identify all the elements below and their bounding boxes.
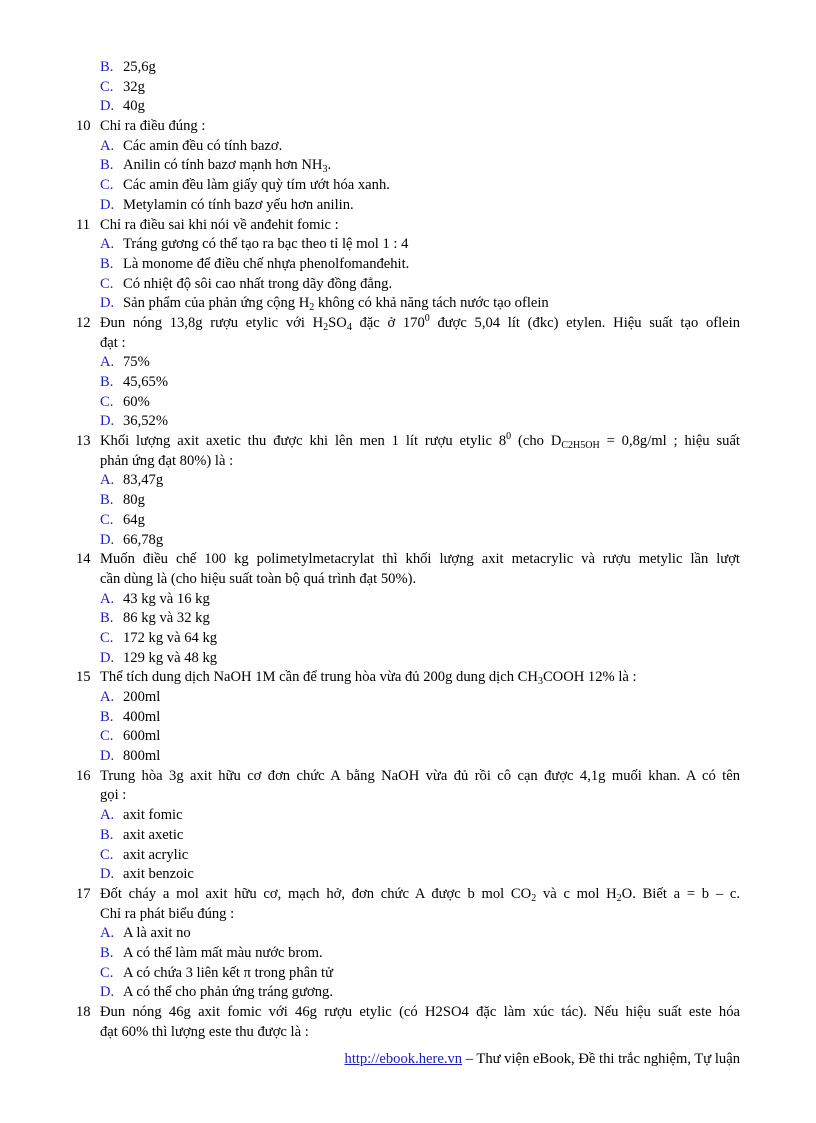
question-number: 18 [76, 1004, 91, 1020]
option-letter: B. [100, 492, 114, 509]
text-part: = 0,8g/ml ; hiệu suất [599, 433, 740, 450]
option-text: 600ml [123, 728, 161, 745]
question-15 [0, 668, 816, 688]
subscript: 3 [537, 676, 543, 688]
question-number: 16 [76, 767, 91, 784]
page-footer [345, 1051, 740, 1068]
question-number: 15 [76, 669, 91, 686]
option-row [0, 609, 816, 629]
option-text [123, 294, 549, 314]
text-part: (cho D [511, 433, 562, 450]
subscript: 3 [322, 164, 328, 176]
option-row [0, 78, 816, 98]
option-letter: D. [100, 866, 115, 883]
question-17 [0, 885, 816, 905]
option-row [0, 196, 816, 216]
option-row [0, 747, 816, 767]
subscript: 2 [531, 892, 537, 904]
option-text: 83,47g [123, 472, 164, 489]
option-letter: C. [100, 846, 114, 863]
question-14 [0, 550, 816, 570]
text-part: . [327, 157, 332, 174]
option-row [0, 275, 816, 295]
option-letter: D. [100, 98, 115, 115]
option-letter: A. [100, 689, 115, 705]
question-text [100, 432, 740, 452]
option-text [123, 156, 331, 176]
text-part: được 5,04 lít (đkc) etylen. Hiệu suất tạo oflein [429, 314, 740, 331]
option-text: A có chứa 3 liên kết π trong phân tử [123, 964, 334, 981]
text-part: Đun nóng 13,8g rượu etylic với H [100, 314, 324, 331]
question-continuation [0, 1023, 816, 1043]
option-row [0, 629, 816, 649]
option-row [0, 964, 816, 984]
option-row [0, 511, 816, 531]
option-row [0, 373, 816, 393]
text-part: O. Biết a = b – c. [621, 885, 740, 902]
option-row [0, 590, 816, 610]
option-row [0, 353, 816, 373]
subscript: 2 [309, 302, 315, 314]
option-row [0, 97, 816, 117]
option-text: Các amin đều làm giấy quỳ tím ướt hóa xanh. [123, 177, 390, 194]
option-letter: C. [100, 78, 114, 95]
option-text: axit axetic [123, 826, 184, 843]
subscript: 2 [323, 321, 329, 333]
option-row [0, 531, 816, 551]
option-letter: C. [100, 511, 114, 528]
option-letter: C. [100, 393, 114, 410]
option-letter: B. [100, 708, 114, 725]
text-part: Anilin có tính bazơ mạnh hơn NH [123, 157, 323, 174]
option-text: 40g [123, 98, 145, 115]
text-part: không có khả năng tách nước tạo oflein [314, 295, 549, 312]
option-text: 25,6g [123, 59, 156, 75]
option-text: 80g [123, 492, 145, 509]
option-text: Có nhiệt độ sôi cao nhất trong dãy đồng đẳng. [123, 275, 393, 292]
option-row [0, 983, 816, 1003]
question-continuation [0, 786, 816, 806]
option-text: 66,78g [123, 531, 164, 548]
option-letter: A. [100, 925, 115, 942]
question-number: 12 [76, 314, 91, 331]
question-text-cont: gọi : [100, 787, 127, 804]
option-letter: A. [100, 137, 115, 154]
question-text-cont: cần dùng là (cho hiệu suất toàn bộ quá trình đạt 50%). [100, 570, 417, 587]
option-text: Tráng gương có thể tạo ra bạc theo tỉ lệ mol 1 : 4 [123, 236, 409, 253]
text-part: Đốt cháy a mol axit hữu cơ, mạch hở, đơn chức A được b mol CO [100, 885, 532, 902]
option-letter: A. [100, 472, 115, 489]
question-continuation [0, 570, 816, 590]
footer-text: – Thư viện eBook, Đề thi trắc nghiệm, Tự luận [462, 1051, 740, 1067]
document-body [0, 58, 816, 1042]
option-text: A có thể làm mất màu nước brom. [123, 944, 323, 961]
option-text: Metylamin có tính bazơ yếu hơn anilin. [123, 196, 354, 213]
option-row [0, 412, 816, 432]
option-letter: D. [100, 531, 115, 548]
question-text-cont: đạt : [100, 334, 126, 351]
text-part: Khối lượng axit axetic thu được khi lên men 1 lít rượu etylic 8 [100, 433, 507, 450]
option-text: 129 kg và 48 kg [123, 649, 218, 666]
option-letter: C. [100, 728, 114, 745]
option-letter: D. [100, 413, 115, 430]
option-text: 64g [123, 511, 145, 528]
question-number: 14 [76, 551, 91, 568]
option-row [0, 688, 816, 708]
option-letter: B. [100, 944, 114, 961]
question-12 [0, 314, 816, 334]
question-continuation [0, 905, 816, 925]
option-row [0, 491, 816, 511]
text-part: Thể tích dung dịch NaOH 1M cần để trung hòa vừa đủ 200g dung dịch CH [100, 669, 538, 686]
option-text: axit acrylic [123, 846, 189, 863]
option-text: 75% [123, 354, 150, 371]
option-row [0, 255, 816, 275]
question-13 [0, 432, 816, 452]
option-letter: D. [100, 649, 115, 666]
option-text: 60% [123, 393, 150, 410]
option-letter: B. [100, 374, 114, 390]
subscript: 2 [616, 892, 622, 904]
option-text: 172 kg và 64 kg [123, 629, 218, 646]
option-letter: A. [100, 354, 115, 371]
question-text: Trung hòa 3g axit hữu cơ đơn chức A bằng NaOH vừa đủ rồi cô cạn được 4,1g muối khan. A có tên [100, 767, 740, 784]
question-number: 17 [76, 885, 91, 902]
option-text: 45,65% [123, 374, 168, 390]
question-10 [0, 117, 816, 137]
question-text-cont: đạt 60% thì lượng este thu được là : [100, 1023, 309, 1040]
option-text: 36,52% [123, 413, 168, 430]
option-row [0, 156, 816, 176]
question-continuation [0, 452, 816, 472]
superscript: 0 [424, 312, 430, 324]
text-part: và c mol H [536, 885, 617, 902]
option-text: 200ml [123, 689, 161, 705]
option-letter: D. [100, 295, 115, 312]
question-number: 10 [76, 118, 91, 135]
option-letter: D. [100, 196, 115, 213]
question-text [100, 314, 740, 334]
option-text: A có thể cho phản ứng tráng gương. [123, 984, 333, 1001]
option-letter: D. [100, 984, 115, 1001]
option-text: 800ml [123, 748, 161, 765]
option-letter: C. [100, 177, 114, 194]
option-row [0, 727, 816, 747]
footer-link[interactable]: http://ebook.here.vn [344, 1051, 463, 1067]
option-letter: A. [100, 590, 115, 607]
option-letter: C. [100, 964, 114, 981]
option-row [0, 846, 816, 866]
question-text: Chỉ ra điều đúng : [100, 118, 206, 135]
text-part: Sản phẩm của phản ứng cộng H [123, 295, 310, 312]
option-letter: A. [100, 807, 115, 824]
question-text: Đun nóng 46g axit fomic với 46g rượu etylic (có H2SO4 đặc làm xúc tác). Nếu hiệu suất este hóa [100, 1004, 740, 1020]
question-text [100, 668, 637, 688]
option-letter: B. [100, 826, 114, 843]
text-part: SO [328, 314, 347, 331]
question-text-cont: Chỉ ra phát biểu đúng : [100, 905, 235, 922]
option-row [0, 471, 816, 491]
option-row [0, 393, 816, 413]
question-text [100, 885, 740, 905]
option-row [0, 649, 816, 669]
text-part: COOH 12% là : [542, 669, 637, 686]
option-letter: A. [100, 236, 115, 253]
option-letter: B. [100, 59, 114, 75]
option-row [0, 806, 816, 826]
option-text: 86 kg và 32 kg [123, 610, 210, 627]
option-text: Các amin đều có tính bazơ. [123, 137, 283, 154]
question-number: 13 [76, 433, 91, 450]
text-part: đặc ở 170 [351, 314, 425, 331]
superscript: 0 [506, 431, 512, 443]
option-text: axit fomic [123, 807, 183, 824]
subscript: 4 [346, 321, 352, 333]
option-text: Là monome để điều chế nhựa phenolfomanđehit. [123, 255, 410, 272]
option-row [0, 58, 816, 78]
question-11 [0, 216, 816, 236]
option-text: axit benzoic [123, 866, 194, 883]
option-row [0, 294, 816, 314]
question-text-cont: phản ứng đạt 80%) là : [100, 452, 234, 469]
question-text: Muốn điều chế 100 kg polimetylmetacrylat thì khối lượng axit metacrylic và rượu metylic lần lượt [100, 551, 740, 568]
option-row [0, 865, 816, 885]
subscript: C2H5OH [561, 440, 600, 452]
option-row [0, 137, 816, 157]
option-letter: B. [100, 610, 114, 627]
question-number: 11 [76, 216, 91, 233]
option-row [0, 924, 816, 944]
option-text: 32g [123, 78, 145, 95]
option-letter: C. [100, 629, 114, 646]
option-row [0, 826, 816, 846]
question-16 [0, 767, 816, 787]
option-row [0, 944, 816, 964]
question-continuation [0, 334, 816, 354]
option-text: 400ml [123, 708, 161, 725]
question-text: Chỉ ra điều sai khi nói về anđehit fomic : [100, 216, 339, 233]
option-text: 43 kg và 16 kg [123, 590, 210, 607]
option-letter: D. [100, 748, 115, 765]
option-row [0, 176, 816, 196]
option-row [0, 235, 816, 255]
question-18 [0, 1003, 816, 1023]
option-text: A là axit no [123, 925, 191, 942]
option-letter: B. [100, 255, 114, 272]
option-row [0, 708, 816, 728]
option-letter: C. [100, 275, 114, 292]
option-letter: B. [100, 157, 114, 174]
